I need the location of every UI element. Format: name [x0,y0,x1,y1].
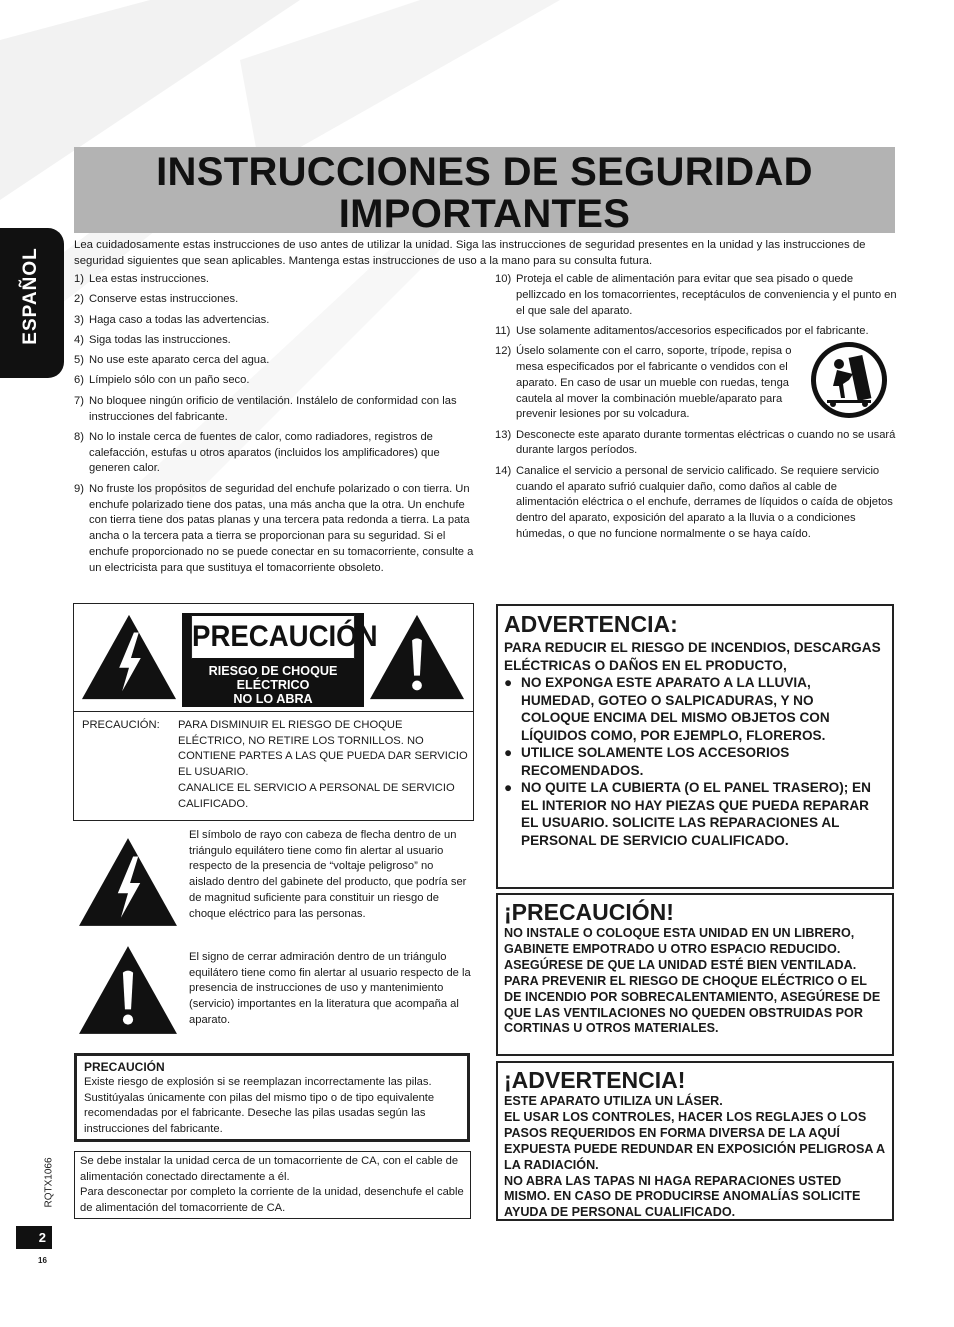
lightning-symbol-icon [77,836,179,928]
caution-label-panel [182,613,378,707]
outlet-info-box [74,1151,471,1219]
list-item [74,333,474,349]
warning1-title: ADVERTENCIA: [504,611,678,637]
warning2-title: ¡PRECAUCIÓN! [504,899,674,925]
list-item [495,272,897,319]
caution-label-sub2: ELÉCTRICO [236,678,310,692]
item-text: Límpielo sólo con un paño seco. [89,374,250,387]
intro-paragraph: Lea cuidadosamente estas instrucciones de uso antes de utilizar la unidad. Siga las instrucciones de seguridad presentes en la unidad y las instrucciones de seguridad siguientes que sean aplicables. Mantenga estas instrucciones de uso a la mano para su consulta futura. [74,239,866,267]
list-item [74,272,474,288]
instruction-list-right [495,272,897,547]
page-number [16,1226,52,1249]
cart-warning-icon [809,340,889,420]
list-item [74,292,474,308]
warning3-l2: EL USAR LOS CONTROLES, HACER LOS REGLAJES O LOS PASOS REQUERIDOS EN FORMA DIVERSA DE LA AQUÍ EXPUESTA PUEDE REDUNDAR EN EXPOSICIÓN PELIGROSA A LA RADIACIÓN. [504,1109,885,1172]
warning-box-advertencia [496,604,894,889]
list-item [74,394,474,426]
item-number: 9) [74,482,84,495]
warning2-text: NO INSTALE O COLOQUE ESTA UNIDAD EN UN LIBRERO, GABINETE EMPOTRADO U OTRO ESPACIO REDUCIDO. ASEGÚRESE DE QUE LA UNIDAD ESTÉ BIEN VENTILADA. PARA PREVENIR EL RIESGO DE CHOQUE ELÉCTRICO O EL DE INCENDIO POR SOBRECALENTAMIENTO, ASEGÚRESE DE QUE LAS VENTILACIONES NO QUEDEN OBSTRUIDAS POR CORTINAS U OTROS MATERIALES. [504,926,881,1036]
bullet-text: NO QUITE LA CUBIERTA (O EL PANEL TRASERO); EN EL INTERIOR NO HAY PIEZAS QUE PUEDA REPARAR EL USUARIO. SOLICITE LAS REPARACIONES AL PERSONAL DE SERVICIO CUALIFICADO. [521,780,871,848]
caution-label-divider [74,711,473,712]
item-text: Use solamente aditamentos/accesorios especificados por el fabricante. [516,324,869,337]
bullet-text: NO EXPONGA ESTE APARATO A LA LLUVIA, HUMEDAD, GOTEO O SALPICADURAS, Y NO COLOQUE ENCIMA DEL MISMO OBJETOS CON LÍQUIDOS COMO, POR EJEMPLO, FLOREROS. [521,675,830,743]
exclamation-symbol-text: El signo de cerrar admiración dentro de un triángulo equilátero tiene como fin alertar al usuario respecto de la presencia de instrucciones de uso y mantenimiento (servicio) importantes en la literatura que acompaña al aparato. [189,951,471,1026]
warning1-bullet [504,744,886,779]
battery-caution-text: Existe riesgo de explosión si se reemplazan incorrectamente las pilas. Sustitúyalas únicamente con pilas del mismo tipo o de tipo equivalente recomendadas por el fabricante. Deseche las pilas usadas según las instrucciones del fabricante. [84,1076,435,1136]
document-code [38,1155,58,1217]
caution-text2: CANALICE EL SERVICIO A PERSONAL DE SERVICIO CALIFICADO. [178,781,455,810]
warning3-l3: NO ABRA LAS TAPAS NI HAGA REPARACIONES USTED MISMO. EN CASO DE PRODUCIRSE ANOMALÍAS SOLICITE AYUDA DE PERSONAL CUALIFICADO. [504,1173,861,1220]
battery-caution-title: PRECAUCIÓN [84,1060,165,1074]
item-text: Canalice el servicio a personal de servicio calificado. Se requiere servicio cuando el aparato sufrió cualquier daño, como daños al cable de alimentación eléctrica o el enchufe, derrames de líquidos o caída de objetos dentro del aparato, exposición del aparato a la lluvia o a condiciones húmedas, o que no funcione normalmente o se haya caído. [516,464,893,540]
item-text: Conserve estas instrucciones. [89,293,239,306]
item-number: 6) [74,374,84,387]
outlet-info-p1: Se debe instalar la unidad cerca de un tomacorriente de CA, con el cable de alimentación conectado directamente a él. [80,1155,459,1183]
document-code-text: RQTX1066 [43,1157,55,1208]
list-item [74,430,474,477]
language-tab [0,228,64,378]
item-text: No lo instale cerca de fuentes de calor, como radiadores, registros de calefacción, estufas u otros aparatos (incluidos los amplificadores) que generen calor. [89,430,440,475]
warning1-bullet [504,674,886,744]
warning3-title: ¡ADVERTENCIA! [504,1067,686,1093]
warning-box-laser [496,1061,894,1221]
page-title [74,147,895,236]
item-number: 12) [495,345,512,358]
bullet-dot-icon: ● [504,780,513,795]
instruction-list-left [74,272,474,581]
warning-box-precaucion [496,893,894,1056]
bullet-dot-icon: ● [504,745,513,760]
list-item [495,344,897,423]
item-text: Úselo solamente con el carro, soporte, trípode, repisa o mesa especificados por el fabricante o vendidos con el aparato. En caso de usar un mueble con ruedas, tenga cautela al mover la combinación mueble/aparato para prevenir lesiones por su volcadura. [516,345,792,421]
item-number: 1) [74,273,84,285]
lightning-triangle-icon [80,612,178,702]
sub-page-number: 16 [38,1256,47,1265]
warning1-bullet [504,779,886,849]
list-item [74,373,474,389]
item-text: Proteja el cable de alimentación para evitar que sea pisado o quede pellizcado en los tomacorrientes, receptáculos de conveniencia y el punto en el que sale del aparato. [516,273,897,317]
page-number-text: 2 [38,1230,46,1245]
list-item [74,353,474,369]
item-text: Desconecte este aparato durante tormentas eléctricas o cuando no se usará durante largos períodos. [516,428,896,457]
exclamation-symbol-icon [77,944,179,1036]
list-item [74,482,474,577]
language-tab-label: ESPAÑOL [20,247,41,345]
caution-label-sub1: RIESGO DE CHOQUE [208,664,338,678]
item-text: Haga caso a todas las advertencias. [89,313,270,326]
item-text: No bloquee ningún orificio de ventilación. Instálelo de conformidad con las instrucciones del fabricante. [89,394,457,423]
item-number: 5) [74,354,84,367]
caution-label-sub3: NO LO ABRA [233,692,313,706]
exclamation-triangle-icon [368,612,466,702]
list-item [495,464,897,543]
warning3-l1: ESTE APARATO UTILIZA UN LÁSER. [504,1094,723,1108]
item-number: 11) [495,324,511,337]
lightning-symbol-text: El símbolo de rayo con cabeza de flecha dentro de un triángulo equilátero tiene como fin alertar al usuario respecto de la presencia de “voltaje peligroso” no aislado dentro del gabinete del producto, que podría ser de magnitud suficiente para constituir un riesgo de choque eléctrico para las personas. [189,829,467,920]
caution-prefix: PRECAUCIÓN: [82,719,160,731]
item-number: 14) [495,464,512,477]
caution-label-title: PRECAUCIÓN [191,615,355,659]
item-number: 3) [74,313,84,326]
bullet-dot-icon: ● [504,675,513,690]
item-text: No use este aparato cerca del agua. [89,354,270,367]
page-title-line1: INSTRUCCIONES DE SEGURIDAD [156,150,813,194]
page-title-line2: IMPORTANTES [338,192,631,236]
item-number: 7) [74,394,84,407]
item-number: 10) [495,273,512,285]
item-number: 4) [74,333,84,346]
battery-caution-box [74,1053,470,1142]
item-text: Siga todas las instrucciones. [89,333,231,346]
bullet-text: UTILICE SOLAMENTE LOS ACCESORIOS RECOMENDADOS. [521,745,790,778]
list-item [495,428,897,460]
item-text: Lea estas instrucciones. [89,273,210,285]
outlet-info-p2: Para desconectar por completo la corriente de la unidad, desenchufe el cable de alimentación del tomacorriente de CA. [80,1186,464,1215]
warning1-lead: PARA REDUCIR EL RIESGO DE INCENDIOS, DESCARGAS ELÉCTRICAS O DAÑOS EN EL PRODUCTO, [504,640,881,673]
list-item [74,313,474,329]
list-item [495,324,897,340]
item-number: 2) [74,293,84,306]
item-number: 13) [495,428,512,441]
caution-label-box [73,603,474,821]
item-number: 8) [74,430,84,443]
item-text: No fruste los propósitos de seguridad del enchufe polarizado o con tierra. Un enchufe polarizado tiene dos patas, una más ancha que la otra. Un enchufe con tierra tiene dos patas planas y una tercera pata redonda a tierra. La pata ancha o la tercera pata a tierra se proporcionan para su seguridad. Si el enchufe proporcionado no se puede conectar en su tomacorriente, consulte a un electricista para que sustituya el tomacorriente obsoleto. [89,482,474,574]
caution-text: PARA DISMINUIR EL RIESGO DE CHOQUE ELÉCTRICO, NO RETIRE LOS TORNILLOS. NO CONTIENE PARTES A LAS QUE PUEDA DAR SERVICIO EL USUARIO. [178,719,468,779]
